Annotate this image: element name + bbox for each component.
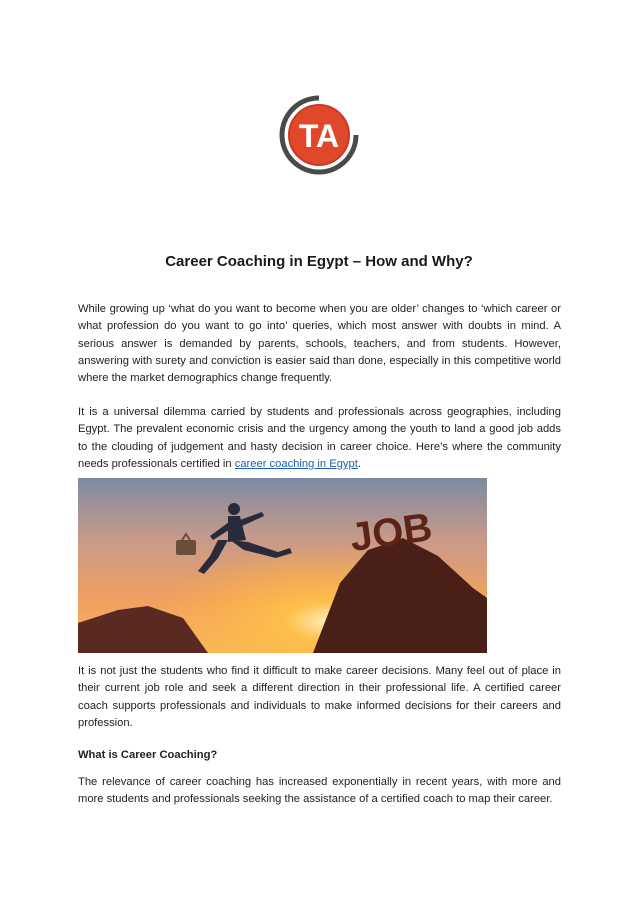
dilemma-paragraph <box>78 404 561 473</box>
ta-logo-icon <box>276 92 362 178</box>
section-heading: What is Career Coaching? <box>78 749 218 761</box>
relevance-paragraph: The relevance of career coaching has increased exponentially in recent years, with more and more students and professionals seeking the assistance of a certified coach to map their career. <box>78 776 561 806</box>
dilemma-end: . <box>357 457 361 470</box>
students-paragraph: It is not just the students who find it difficult to make career decisions. Many feel out of place in their current job role and seek a different direction in their professional life. A certified career coach supports professionals and individuals to make informed decisions for their careers and profession. <box>78 665 561 729</box>
hero-image <box>78 478 487 653</box>
logo-text: TA <box>298 118 340 154</box>
intro-paragraph: While growing up ‘what do you want to become when you are older’ changes to ‘which career or what profession do you want to go into’ queries, which most answer with doubts in mind. A serious answer is demanded by parents, schools, teachers, and from students. However, answering with surety and conviction is easier said than done, especially in this competitive world where the market demographics change frequently. <box>78 303 561 385</box>
job-sign-text: JOB <box>347 505 435 561</box>
career-coaching-link[interactable]: career coaching in Egypt <box>234 457 358 470</box>
dilemma-text: It is a universal dilemma carried by students and professionals across geographies, including Egypt. The prevalent economic crisis and the urgency among the youth to land a good job adds to the clouding of judgement and hasty decision in career choice. Here’s where the community needs professionals certified in <box>78 406 561 470</box>
page-title: Career Coaching in Egypt – How and Why? <box>165 253 473 270</box>
